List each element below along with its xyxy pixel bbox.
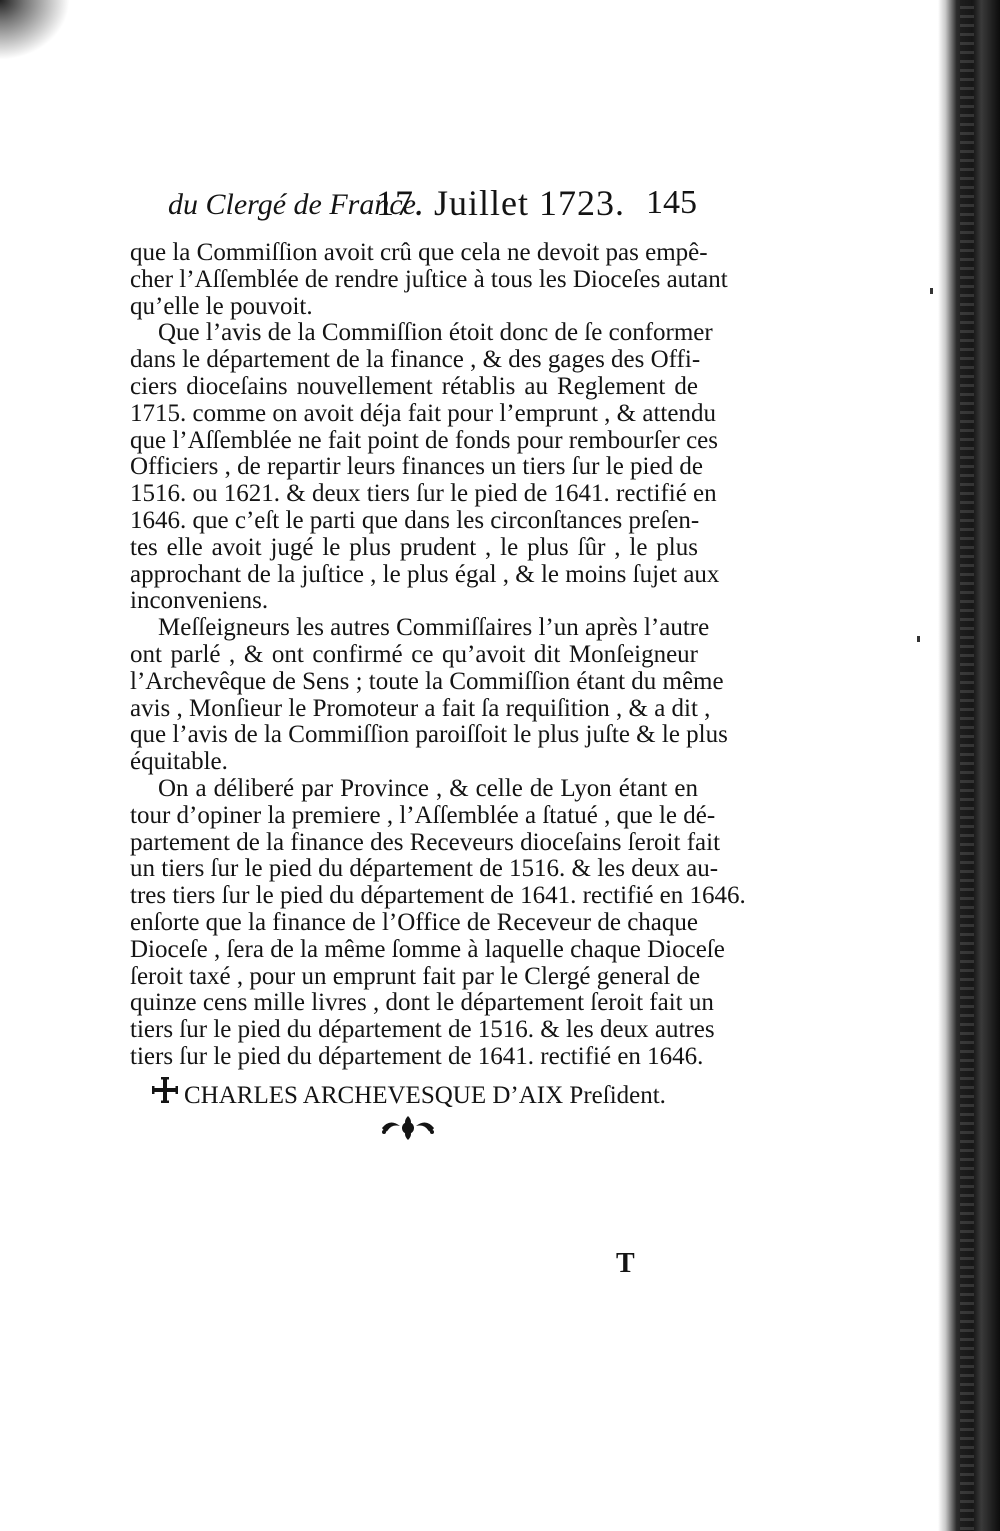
- text-line: 1646. que c’eſt le parti que dans les circonſtances preſen-: [130, 506, 700, 534]
- running-head-title: du Clergé de France.: [168, 188, 424, 221]
- page-edge-texture: [960, 0, 974, 1531]
- text-line: dans le département de la finance , & des gages des Offi-: [130, 346, 701, 374]
- text-line: tres tiers ſur le pied du département de 1641. rectifié en 1646.: [130, 882, 746, 910]
- text-line: quinze cens mille livres , dont le département ſeroit fait un: [130, 989, 714, 1017]
- text-line: ſeroit taxé , pour un emprunt fait par le Clergé general de: [130, 962, 701, 990]
- text-line: que l’avis de la Commiſſion paroiſſoit le plus juſte & le plus: [130, 721, 728, 749]
- text-line: ciers dioceſains nouvellement rétablis au Reglement de: [130, 372, 698, 400]
- page-number: 145: [646, 184, 697, 221]
- text-line: 1516. ou 1621. & deux tiers ſur le pied de 1641. rectifié en: [130, 480, 717, 508]
- ink-speck: [917, 636, 920, 642]
- text-line: cher l’Aſſemblée de rendre juſtice à tous les Dioceſes autant: [130, 265, 728, 293]
- running-head: [130, 182, 698, 240]
- page-corner-shadow: [0, 0, 70, 60]
- running-head-date: 17. Juillet 1723.: [376, 183, 625, 223]
- text-line: Dioceſe , ſera de la même ſomme à laquelle chaque Dioceſe: [130, 935, 725, 963]
- text-line: tour d’opiner la premiere , l’Aſſemblée a ſtatué , que le dé-: [130, 801, 716, 829]
- text-line: ont parlé , & ont confirmé ce qu’avoit dit Monſeigneur: [130, 640, 698, 668]
- text-line: tiers ſur le pied du département de 1641. rectifié en 1646.: [130, 1042, 704, 1070]
- signature-line: [130, 1077, 698, 1111]
- signature-text: CHARLES ARCHEVESQUE D’AIX Preſident.: [184, 1081, 666, 1109]
- text-line: tiers ſur le pied du département de 1516. & les deux autres: [130, 1016, 715, 1044]
- text-line: approchant de la juſtice , le plus égal , & le moins ſujet aux: [130, 560, 720, 588]
- page-body: [130, 182, 746, 1111]
- text-line: inconveniens.: [130, 587, 269, 615]
- text-line: Que l’avis de la Commiſſion étoit donc de ſe conformer: [158, 319, 713, 347]
- text-line: partement de la finance des Receveurs dioceſains ſeroit fait: [130, 828, 721, 856]
- text-line: Meſſeigneurs les autres Commiſſaires l’un après l’autre: [158, 614, 710, 642]
- text-line: un tiers ſur le pied du département de 1516. & les deux au-: [130, 855, 719, 883]
- text-line: enſorte que la finance de l’Office de Receveur de chaque: [130, 908, 698, 936]
- text-line: 1715. comme on avoit déja fait pour l’emprunt , & attendu: [130, 399, 716, 427]
- text-lines: [130, 239, 746, 1071]
- text-line: On a déliberé par Province , & celle de Lyon étant en: [158, 774, 698, 802]
- text-line: l’Archevêque de Sens ; toute la Commiſſion étant du même: [130, 667, 724, 695]
- fleuron-ornament-icon: [378, 1112, 438, 1144]
- ink-speck: [930, 288, 933, 294]
- text-line: avis , Monſieur le Promoteur a fait ſa requiſition , & a dit ,: [130, 694, 711, 722]
- text-line: qu’elle le pouvoit.: [130, 292, 313, 320]
- text-line: que la Commiſſion avoit crû que cela ne devoit pas empê-: [130, 239, 708, 266]
- catchword: T: [616, 1248, 635, 1279]
- text-line: équitable.: [130, 748, 228, 776]
- text-line: tes elle avoit jugé le plus prudent , le plus ſûr , le plus: [130, 533, 698, 561]
- text-line: Officiers , de repartir leurs finances un tiers ſur le pied de: [130, 453, 703, 481]
- episcopal-cross-icon: [152, 1077, 178, 1111]
- text-line: que l’Aſſemblée ne fait point de fonds pour rembourſer ces: [130, 426, 719, 454]
